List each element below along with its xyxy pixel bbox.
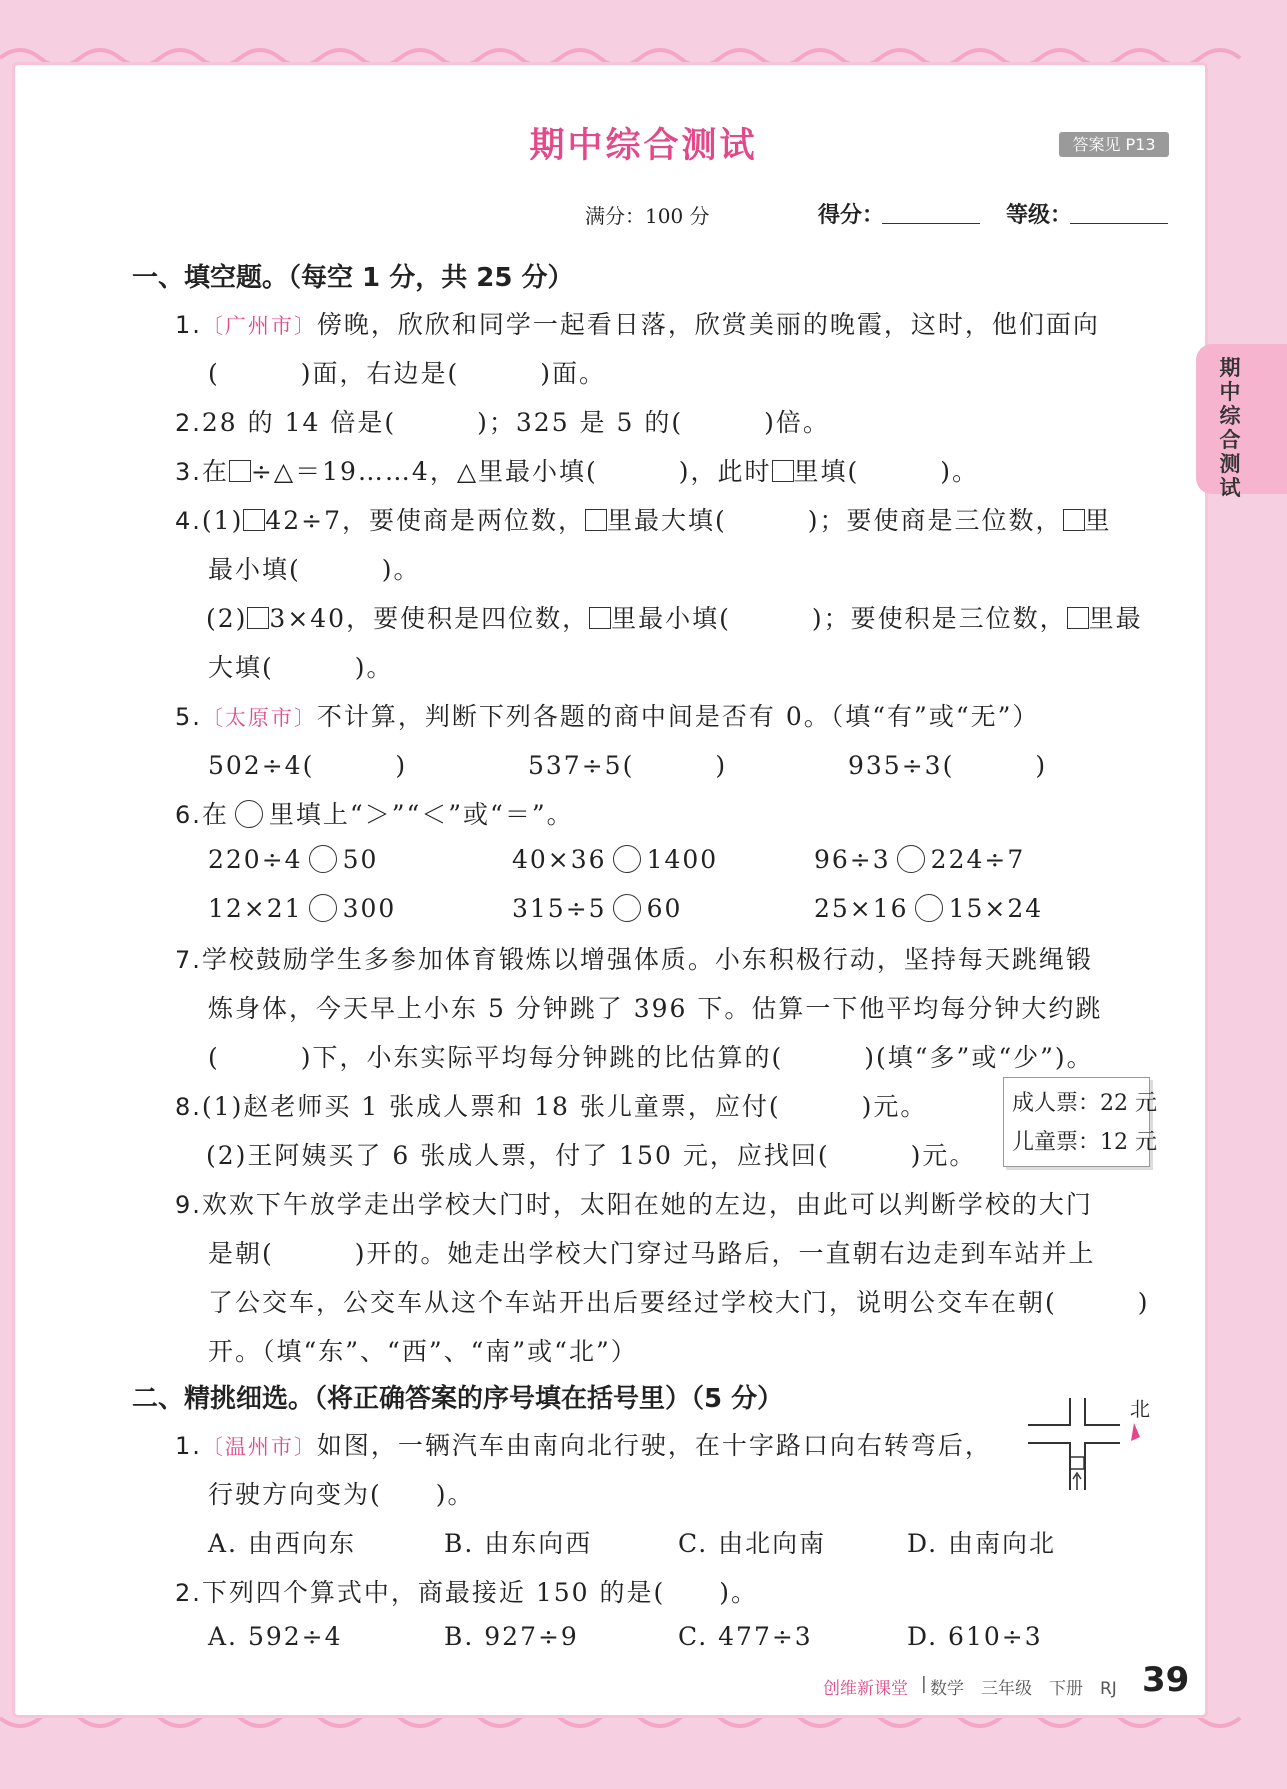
q6-r1-b [512, 845, 718, 874]
compare-circle[interactable] [613, 845, 641, 873]
q7-number: 7. [175, 946, 202, 974]
q4-line-1 [175, 501, 1112, 537]
grade-blank[interactable] [1070, 200, 1168, 224]
q7-line-1 [175, 940, 1093, 976]
full-score: 满分：100 分 [585, 204, 710, 228]
q4-text-4: 大填( )。 [208, 653, 394, 682]
q9-text-3: 了公交车，公交车从这个车站开出后要经过学校大门，说明公交车在朝( ) [208, 1288, 1150, 1317]
q2-line [175, 403, 830, 439]
q4-text-b: 42÷7，要使商是两位数， [265, 506, 585, 535]
compare-circle[interactable] [309, 894, 337, 922]
q6-r1-c [814, 845, 1025, 874]
q6-expr: 220÷4 [208, 845, 303, 874]
q8-line-1 [175, 1087, 927, 1123]
square-icon [1067, 607, 1089, 629]
c1-option-a[interactable]: A. 由西向东 [208, 1529, 356, 1558]
q3-number: 3. [175, 458, 202, 486]
section-1-title: 一、填空题。（每空 1 分，共 25 分） [132, 263, 574, 293]
north-arrow-icon [1131, 1423, 1140, 1441]
c1-text-2: 行驶方向变为( )。 [208, 1480, 475, 1509]
q5-text-1: 不计算，判断下列各题的商中间是否有 0。（填“有”或“无”） [316, 702, 1040, 731]
footer-book-info: 数学 三年级 下册 RJ [930, 1679, 1117, 1699]
square-icon [247, 607, 269, 629]
q6-expr: 40×36 [512, 845, 607, 874]
q6-expr: 300 [342, 894, 397, 923]
answer-reference-badge: 答案见 P13 [1059, 132, 1169, 157]
square-icon [229, 460, 251, 482]
q9-number: 9. [175, 1191, 202, 1219]
square-icon [772, 460, 794, 482]
q7-text-1: 学校鼓励学生多参加体育锻炼以增强体质。小东积极行动，坚持每天跳绳锻 [201, 945, 1093, 974]
q6-text-a: 在 [201, 800, 229, 829]
square-icon [243, 509, 265, 531]
q9-line-1 [175, 1185, 1093, 1221]
c1-option-c[interactable]: C. 由北向南 [678, 1529, 827, 1558]
score-label: 得分： [818, 203, 885, 228]
grade-label: 等级： [1006, 203, 1073, 228]
circle-icon [235, 800, 263, 828]
c2-text-1: 下列四个算式中，商最接近 150 的是( )。 [201, 1578, 759, 1607]
square-icon [589, 607, 611, 629]
q1-region-tag: 〔广州市〕 [201, 314, 317, 338]
q4-text-h: 里最 [1088, 604, 1143, 633]
q2-number: 2. [175, 409, 202, 437]
q6-expr: 1400 [646, 845, 719, 874]
q9-text-1: 欢欢下午放学走出学校大门时，太阳在她的左边，由此可以判断学校的大门 [201, 1190, 1093, 1219]
q5-region-tag: 〔太原市〕 [201, 706, 317, 730]
q6-r2-a [208, 894, 396, 923]
q6-r2-c [814, 894, 1043, 923]
square-icon [1063, 509, 1085, 531]
q4-number: 4. [175, 507, 202, 535]
compare-circle[interactable] [613, 894, 641, 922]
q1-text-1: 傍晚，欣欣和同学一起看日落，欣赏美丽的晚霞，这时，他们面向 [316, 310, 1100, 339]
score-blank[interactable] [882, 200, 980, 224]
q4-text-g: 里最小填( )；要使积是三位数， [611, 604, 1067, 633]
q6-expr: 315÷5 [512, 894, 607, 923]
q4-text-c: 里最大填( )；要使商是三位数， [607, 506, 1063, 535]
q9-text-4: 开。（填“东”、“西”、“南”或“北”） [208, 1337, 638, 1366]
q3-text-c: 里填( )。 [793, 457, 980, 486]
side-tab[interactable] [1196, 344, 1287, 500]
q1-number: 1. [175, 311, 202, 339]
compare-circle[interactable] [309, 845, 337, 873]
c1-option-b[interactable]: B. 由东向西 [444, 1529, 593, 1558]
q8-text-1: (1)赵老师买 1 张成人票和 18 张儿童票，应付( )元。 [201, 1092, 928, 1121]
c2-line-1 [175, 1573, 758, 1609]
q1-line-1 [175, 305, 1100, 341]
q4-text-2: 最小填( )。 [208, 555, 421, 584]
c2-option-a[interactable]: A. 592÷4 [208, 1622, 343, 1651]
q1-text-2: ( )面，右边是( )面。 [208, 359, 607, 388]
q6-expr: 60 [646, 894, 683, 923]
q5-item-b: 537÷5( ) [528, 751, 728, 780]
q4-text-d: 里 [1084, 506, 1112, 535]
q9-text-2: 是朝( )开的。她走出学校大门穿过马路后，一直朝右边走到车站并上 [208, 1239, 1096, 1268]
q3-text-a: 在 [201, 457, 229, 486]
c1-option-d[interactable]: D. 由南向北 [907, 1529, 1057, 1558]
q6-expr: 12×21 [208, 894, 303, 923]
q6-r2-b [512, 894, 682, 923]
c1-region-tag: 〔温州市〕 [201, 1435, 317, 1459]
q6-expr: 50 [342, 845, 379, 874]
page-number: 39 [1142, 1660, 1190, 1700]
side-tab-label: 期中综合测试 [1219, 356, 1241, 500]
q5-number: 5. [175, 703, 202, 731]
footer-separator: | [921, 1674, 927, 1694]
compare-circle[interactable] [897, 845, 925, 873]
adult-ticket-price: 成人票：22 元 [1012, 1091, 1157, 1116]
q6-text-b: 里填上“＞”“＜”或“＝”。 [268, 800, 574, 829]
c2-number: 2. [175, 1579, 202, 1607]
q2-text: 28 的 14 倍是( )；325 是 5 的( )倍。 [201, 408, 830, 437]
north-label: 北 [1130, 1397, 1152, 1421]
c2-option-b[interactable]: B. 927÷9 [444, 1622, 579, 1651]
square-icon [585, 509, 607, 531]
q6-expr: 25×16 [814, 894, 909, 923]
section-2-title: 二、精挑细选。（将正确答案的序号填在括号里）（5 分） [132, 1384, 784, 1414]
q6-number: 6. [175, 801, 202, 829]
c2-option-c[interactable]: C. 477÷3 [678, 1622, 813, 1651]
q8-text-2: (2)王阿姨买了 6 张成人票，付了 150 元，应找回( )元。 [206, 1141, 977, 1170]
c2-option-d[interactable]: D. 610÷3 [907, 1622, 1043, 1651]
q4-text-a: (1) [201, 506, 244, 535]
c1-text-1: 如图，一辆汽车由南向北行驶，在十字路口向右转弯后， [316, 1431, 992, 1460]
footer-brand: 创维新课堂 [823, 1679, 908, 1699]
q6-line-1 [175, 795, 574, 831]
q7-text-2: 炼身体，今天早上小东 5 分钟跳了 396 下。估算一下他平均每分钟大约跳 [208, 994, 1103, 1023]
q5-line-1 [175, 697, 1039, 733]
q7-text-3: ( )下，小东实际平均每分钟跳的比估算的( )(填“多”或“少”)。 [208, 1043, 1094, 1072]
q8-number: 8. [175, 1093, 202, 1121]
c1-number: 1. [175, 1432, 202, 1460]
car-icon [1070, 1457, 1084, 1469]
q6-expr: 96÷3 [814, 845, 891, 874]
q3-line [175, 452, 979, 488]
q5-item-c: 935÷3( ) [848, 751, 1048, 780]
child-ticket-price: 儿童票：12 元 [1012, 1130, 1157, 1155]
q4-text-e: (2) [206, 604, 248, 633]
q6-expr: 15×24 [948, 894, 1044, 923]
q5-item-a: 502÷4( ) [208, 751, 408, 780]
c1-line-1 [175, 1426, 992, 1462]
q6-r1-a [208, 845, 378, 874]
q3-text-b: ÷△＝19……4，△里最小填( )，此时 [250, 457, 772, 486]
q4-text-f: 3×40，要使积是四位数， [269, 604, 590, 633]
q6-expr: 224÷7 [930, 845, 1026, 874]
compare-circle[interactable] [915, 894, 943, 922]
page-title: 期中综合测试 [529, 126, 758, 166]
ticket-price-box [1003, 1077, 1157, 1167]
q4-line-3 [206, 599, 1143, 635]
